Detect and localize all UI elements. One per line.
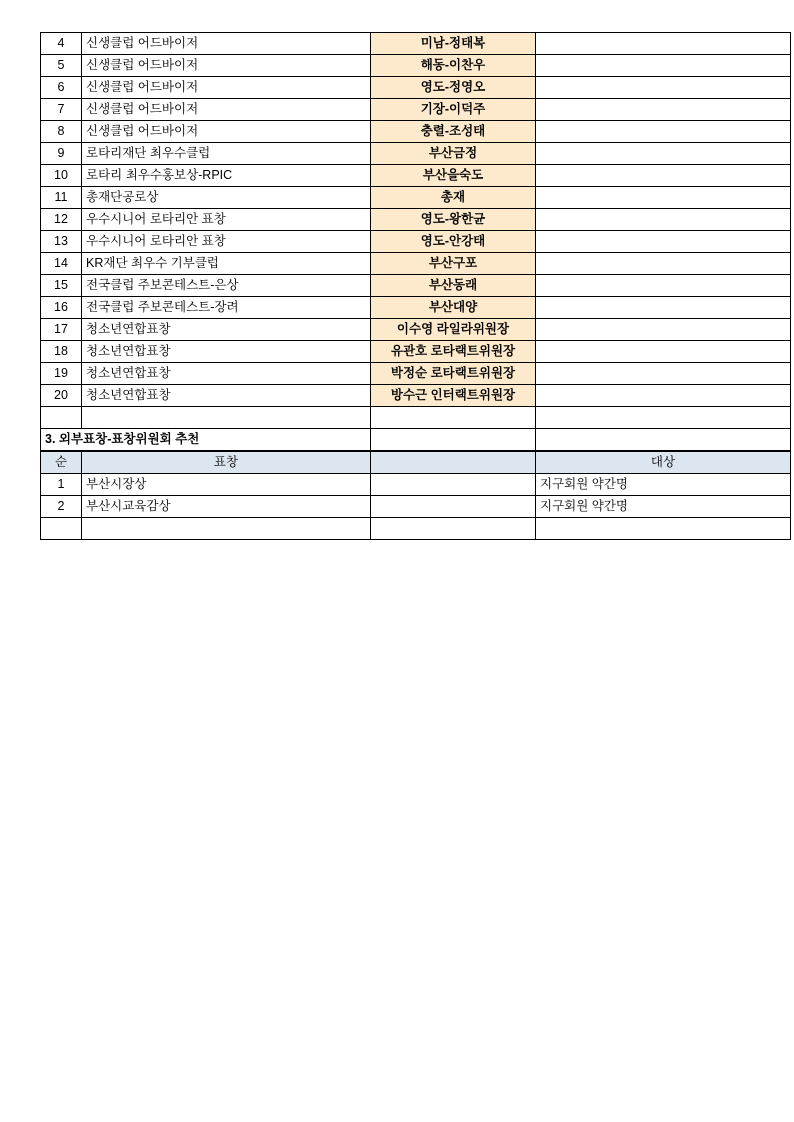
row-number: 8 — [41, 121, 82, 143]
table-row — [41, 187, 791, 209]
row-number: 1 — [41, 474, 82, 496]
row-number: 14 — [41, 253, 82, 275]
row-number: 12 — [41, 209, 82, 231]
column-header-mid — [371, 452, 536, 474]
row-club: 총재 — [371, 187, 536, 209]
row-note — [536, 209, 791, 231]
row-title: 로타리재단 최우수클럽 — [82, 143, 371, 165]
table-row — [41, 55, 791, 77]
empty-cell — [536, 407, 791, 429]
row-title: 총재단공로상 — [82, 187, 371, 209]
row-note — [536, 33, 791, 55]
table-row — [41, 341, 791, 363]
table-row — [41, 363, 791, 385]
row-target: 지구회원 약간명 — [536, 496, 791, 518]
row-club: 부산금정 — [371, 143, 536, 165]
row-title — [82, 518, 371, 540]
external-awards-table — [40, 451, 791, 540]
row-note — [536, 297, 791, 319]
row-club: 이수영 라일라위원장 — [371, 319, 536, 341]
table-header-row — [41, 452, 791, 474]
row-number: 18 — [41, 341, 82, 363]
table-row — [41, 209, 791, 231]
row-number: 10 — [41, 165, 82, 187]
row-note — [536, 319, 791, 341]
section3-heading: 3. 외부표창-표창위원회 추천 — [41, 429, 371, 451]
row-title: KR재단 최우수 기부클럽 — [82, 253, 371, 275]
row-number: 13 — [41, 231, 82, 253]
table-row — [41, 385, 791, 407]
table-row — [41, 121, 791, 143]
row-number: 9 — [41, 143, 82, 165]
row-note — [536, 143, 791, 165]
row-title: 신생클럽 어드바이저 — [82, 99, 371, 121]
row-title: 신생클럽 어드바이저 — [82, 77, 371, 99]
row-number: 20 — [41, 385, 82, 407]
section-heading-row — [41, 429, 791, 451]
row-title: 전국클럽 주보콘테스트-은상 — [82, 275, 371, 297]
row-note — [536, 121, 791, 143]
column-header-title: 표창 — [82, 452, 371, 474]
row-mid — [371, 496, 536, 518]
table-row — [41, 253, 791, 275]
table-row — [41, 496, 791, 518]
table-row — [41, 33, 791, 55]
row-number: 17 — [41, 319, 82, 341]
row-number: 15 — [41, 275, 82, 297]
external-awards-body — [41, 452, 791, 540]
row-note — [536, 341, 791, 363]
row-title: 청소년연합표창 — [82, 319, 371, 341]
row-note — [536, 187, 791, 209]
row-club: 영도-왕한균 — [371, 209, 536, 231]
row-club: 부산동래 — [371, 275, 536, 297]
row-note — [536, 253, 791, 275]
row-club: 박정순 로타랙트위원장 — [371, 363, 536, 385]
row-club: 기장-이덕주 — [371, 99, 536, 121]
row-number: 6 — [41, 77, 82, 99]
row-note — [536, 55, 791, 77]
row-title: 청소년연합표창 — [82, 341, 371, 363]
table-row — [41, 275, 791, 297]
row-club: 미남-정태복 — [371, 33, 536, 55]
empty-row — [41, 407, 791, 429]
row-club: 부산대양 — [371, 297, 536, 319]
row-number: 2 — [41, 496, 82, 518]
row-note — [536, 165, 791, 187]
row-title: 우수시니어 로타리안 표창 — [82, 231, 371, 253]
row-number: 19 — [41, 363, 82, 385]
row-number: 5 — [41, 55, 82, 77]
table-row — [41, 165, 791, 187]
column-header-target: 대상 — [536, 452, 791, 474]
row-number — [41, 518, 82, 540]
row-target — [536, 518, 791, 540]
row-club: 유관호 로타랙트위원장 — [371, 341, 536, 363]
row-title: 청소년연합표창 — [82, 385, 371, 407]
empty-cell — [41, 407, 82, 429]
row-title: 전국클럽 주보콘테스트-장려 — [82, 297, 371, 319]
table-row — [41, 77, 791, 99]
table-row — [41, 319, 791, 341]
row-mid — [371, 474, 536, 496]
table-row — [41, 99, 791, 121]
row-note — [536, 363, 791, 385]
row-club: 해동-이찬우 — [371, 55, 536, 77]
awards-table — [40, 32, 791, 451]
row-target: 지구회원 약간명 — [536, 474, 791, 496]
row-club: 방수근 인터랙트위원장 — [371, 385, 536, 407]
row-title: 부산시장상 — [82, 474, 371, 496]
row-note — [536, 231, 791, 253]
row-mid — [371, 518, 536, 540]
row-number: 16 — [41, 297, 82, 319]
row-note — [536, 77, 791, 99]
row-note — [536, 99, 791, 121]
row-note — [536, 385, 791, 407]
row-club: 충렬-조성태 — [371, 121, 536, 143]
empty-cell — [371, 407, 536, 429]
row-title: 청소년연합표창 — [82, 363, 371, 385]
row-title: 우수시니어 로타리안 표창 — [82, 209, 371, 231]
table-row — [41, 518, 791, 540]
table-row — [41, 231, 791, 253]
empty-cell — [371, 429, 536, 451]
row-title: 로타리 최우수홍보상-RPIC — [82, 165, 371, 187]
row-note — [536, 275, 791, 297]
row-club: 영도-안강태 — [371, 231, 536, 253]
row-club: 부산을숙도 — [371, 165, 536, 187]
row-number: 7 — [41, 99, 82, 121]
row-title: 신생클럽 어드바이저 — [82, 33, 371, 55]
row-number: 11 — [41, 187, 82, 209]
row-club: 영도-정영오 — [371, 77, 536, 99]
row-title: 부산시교육감상 — [82, 496, 371, 518]
row-title: 신생클럽 어드바이저 — [82, 55, 371, 77]
column-header-no: 순 — [41, 452, 82, 474]
table-row — [41, 143, 791, 165]
table-row — [41, 297, 791, 319]
empty-cell — [536, 429, 791, 451]
awards-table-body — [41, 33, 791, 451]
row-club: 부산구포 — [371, 253, 536, 275]
row-number: 4 — [41, 33, 82, 55]
row-title: 신생클럽 어드바이저 — [82, 121, 371, 143]
empty-cell — [82, 407, 371, 429]
table-row — [41, 474, 791, 496]
